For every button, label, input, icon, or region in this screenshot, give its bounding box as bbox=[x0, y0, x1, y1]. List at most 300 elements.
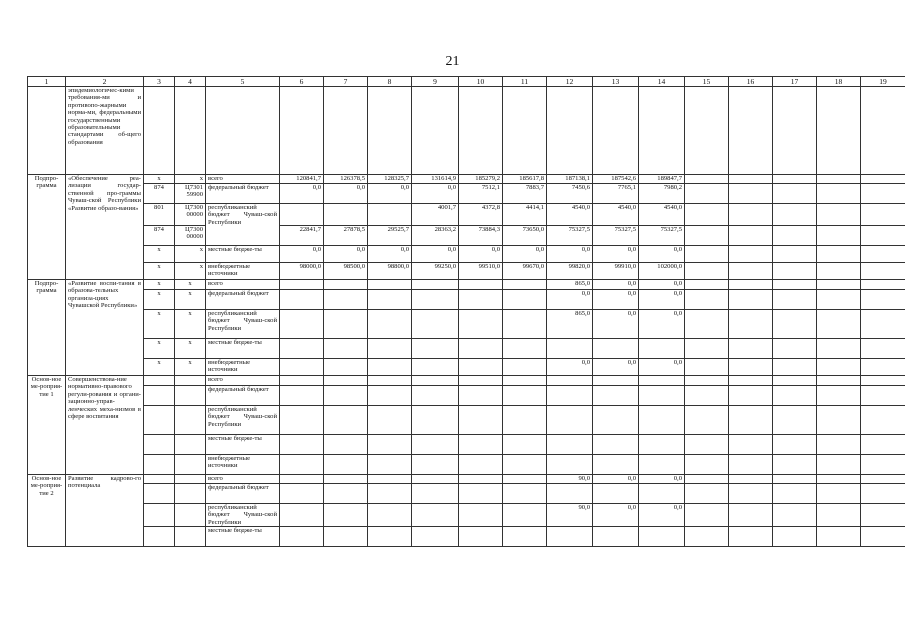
code-cell: х bbox=[175, 175, 206, 184]
table-cell bbox=[685, 455, 729, 475]
table-cell bbox=[368, 484, 412, 504]
value-cell: 4540,0 bbox=[547, 204, 593, 226]
value-cell: 99670,0 bbox=[503, 263, 547, 280]
column-header: 18 bbox=[817, 77, 861, 87]
value-cell: 7765,1 bbox=[593, 184, 639, 204]
code-cell: Ц7300 00000 bbox=[175, 204, 206, 226]
code-cell: 874 bbox=[144, 226, 175, 246]
table-cell bbox=[817, 175, 861, 184]
code-cell: х bbox=[144, 246, 175, 263]
table-cell bbox=[175, 455, 206, 475]
value-cell bbox=[547, 339, 593, 359]
table-cell bbox=[729, 359, 773, 376]
value-cell bbox=[280, 204, 324, 226]
value-cell: 189847,7 bbox=[639, 175, 685, 184]
table-cell bbox=[861, 475, 905, 484]
table-cell bbox=[861, 226, 905, 246]
table-cell bbox=[280, 455, 324, 475]
code-cell: х bbox=[144, 280, 175, 290]
value-cell: 4540,0 bbox=[593, 204, 639, 226]
table-cell bbox=[773, 475, 817, 484]
value-cell bbox=[639, 339, 685, 359]
intro-text: эпидемиологичес-кими требования-ми и противопо-жарными норма-ми, федеральными государственными образовательными стандартами об-щего образования bbox=[66, 87, 144, 175]
program-name: Совершенствова-ние нормативно-правового регули-рования и органи-зационно-управ-ленческих меха-низмов в сфере воспитания bbox=[66, 376, 144, 475]
table-cell bbox=[817, 455, 861, 475]
program-name: «Обеспечение реа-лизации государ-ственной про-граммы Чуваш-ской Республики «Развитие образо-вания» bbox=[66, 175, 144, 280]
table-cell bbox=[773, 263, 817, 280]
value-cell bbox=[593, 484, 639, 504]
column-header: 17 bbox=[773, 77, 817, 87]
value-cell bbox=[639, 527, 685, 547]
table-cell bbox=[729, 386, 773, 406]
table-cell bbox=[459, 290, 503, 310]
table-cell bbox=[685, 280, 729, 290]
table-cell bbox=[773, 339, 817, 359]
block3-row bbox=[28, 455, 905, 475]
column-header: 15 bbox=[685, 77, 729, 87]
table-cell bbox=[773, 376, 817, 386]
table-cell bbox=[817, 204, 861, 226]
column-header: 11 bbox=[503, 77, 547, 87]
funding-source: всего bbox=[206, 175, 280, 184]
table-cell bbox=[861, 184, 905, 204]
table-cell bbox=[729, 184, 773, 204]
table-cell bbox=[861, 339, 905, 359]
value-cell bbox=[547, 484, 593, 504]
table-cell bbox=[685, 386, 729, 406]
table-cell bbox=[503, 359, 547, 376]
table-cell bbox=[861, 386, 905, 406]
block1-row bbox=[28, 246, 905, 263]
block3-row bbox=[28, 435, 905, 455]
table-cell bbox=[685, 359, 729, 376]
table-cell bbox=[773, 527, 817, 547]
table-cell bbox=[729, 484, 773, 504]
table-cell bbox=[861, 310, 905, 339]
block2-row bbox=[28, 310, 905, 339]
block3-row bbox=[28, 376, 905, 386]
value-cell: 0,0 bbox=[324, 184, 368, 204]
table-cell bbox=[280, 310, 324, 339]
table-cell bbox=[280, 406, 324, 435]
funding-source: республиканский бюджет Чуваш-ской Республики bbox=[206, 204, 280, 246]
value-cell bbox=[639, 484, 685, 504]
table-cell bbox=[368, 455, 412, 475]
table-cell bbox=[729, 204, 773, 226]
table-cell bbox=[412, 475, 459, 484]
value-cell: 73650,0 bbox=[503, 226, 547, 246]
block4-row bbox=[28, 484, 905, 504]
table-cell bbox=[861, 527, 905, 547]
table-cell bbox=[817, 246, 861, 263]
column-header: 8 bbox=[368, 77, 412, 87]
block4-row bbox=[28, 527, 905, 547]
table-cell bbox=[729, 527, 773, 547]
table-cell bbox=[773, 484, 817, 504]
code-cell: х bbox=[175, 310, 206, 339]
table-cell bbox=[459, 504, 503, 527]
table-cell bbox=[175, 504, 206, 527]
table-cell bbox=[280, 527, 324, 547]
table-cell bbox=[639, 376, 685, 386]
column-header: 14 bbox=[639, 77, 685, 87]
table-cell bbox=[324, 87, 368, 175]
table-cell bbox=[280, 376, 324, 386]
column-header: 19 bbox=[861, 77, 905, 87]
funding-source: местные бюдже-ты bbox=[206, 435, 280, 455]
table-cell bbox=[817, 310, 861, 339]
table-cell bbox=[773, 386, 817, 406]
table-cell bbox=[503, 376, 547, 386]
table-cell bbox=[175, 87, 206, 175]
code-cell: Ц7301 59900 bbox=[175, 184, 206, 204]
funding-source: внебюджетные источники bbox=[206, 455, 280, 475]
table-cell bbox=[685, 339, 729, 359]
table-cell bbox=[861, 376, 905, 386]
block4-row bbox=[28, 475, 905, 484]
block1-row bbox=[28, 204, 905, 226]
table-cell bbox=[685, 406, 729, 435]
table-cell bbox=[324, 359, 368, 376]
table-cell bbox=[503, 386, 547, 406]
value-cell: 90,0 bbox=[547, 475, 593, 484]
table-cell bbox=[459, 376, 503, 386]
table-cell bbox=[324, 376, 368, 386]
table-cell bbox=[685, 263, 729, 280]
table-cell bbox=[639, 406, 685, 435]
value-cell: 0,0 bbox=[280, 184, 324, 204]
table-cell bbox=[817, 386, 861, 406]
table-cell bbox=[368, 359, 412, 376]
table-cell bbox=[412, 87, 459, 175]
table-cell bbox=[280, 484, 324, 504]
value-cell: 185279,2 bbox=[459, 175, 503, 184]
table-cell bbox=[861, 280, 905, 290]
table-cell bbox=[817, 339, 861, 359]
table-cell bbox=[459, 359, 503, 376]
table-cell bbox=[817, 226, 861, 246]
table-cell bbox=[685, 376, 729, 386]
table-cell bbox=[729, 226, 773, 246]
table-cell bbox=[593, 455, 639, 475]
table-cell bbox=[368, 435, 412, 455]
table-cell bbox=[817, 359, 861, 376]
value-cell: 0,0 bbox=[593, 475, 639, 484]
table-cell bbox=[175, 386, 206, 406]
value-cell: 0,0 bbox=[639, 246, 685, 263]
table-cell bbox=[368, 386, 412, 406]
table-cell bbox=[503, 87, 547, 175]
table-cell bbox=[773, 246, 817, 263]
table-cell bbox=[459, 310, 503, 339]
table-cell bbox=[817, 475, 861, 484]
table-cell bbox=[412, 339, 459, 359]
table-cell bbox=[144, 386, 175, 406]
value-cell: 98000,0 bbox=[280, 263, 324, 280]
value-cell: 29525,7 bbox=[368, 226, 412, 246]
table-cell bbox=[685, 204, 729, 226]
table-cell bbox=[144, 435, 175, 455]
table-cell bbox=[280, 475, 324, 484]
value-cell: 7450,6 bbox=[547, 184, 593, 204]
table-cell bbox=[773, 87, 817, 175]
block1-row bbox=[28, 184, 905, 204]
value-cell: 99510,0 bbox=[459, 263, 503, 280]
value-cell: 0,0 bbox=[280, 246, 324, 263]
value-cell: 0,0 bbox=[593, 310, 639, 339]
table-cell bbox=[280, 280, 324, 290]
table-cell bbox=[412, 504, 459, 527]
table-cell bbox=[175, 376, 206, 386]
value-cell: 90,0 bbox=[547, 504, 593, 527]
value-cell: 7980,2 bbox=[639, 184, 685, 204]
code-cell: х bbox=[175, 339, 206, 359]
table-cell bbox=[503, 504, 547, 527]
value-cell bbox=[593, 339, 639, 359]
table-cell bbox=[817, 504, 861, 527]
value-cell: 0,0 bbox=[459, 246, 503, 263]
code-cell: х bbox=[175, 246, 206, 263]
code-cell: х bbox=[144, 263, 175, 280]
table-cell bbox=[773, 226, 817, 246]
table-cell bbox=[368, 376, 412, 386]
table-cell bbox=[773, 290, 817, 310]
table-cell bbox=[593, 376, 639, 386]
table-cell bbox=[861, 435, 905, 455]
table-cell bbox=[412, 376, 459, 386]
column-header: 7 bbox=[324, 77, 368, 87]
funding-source: федеральный бюджет bbox=[206, 386, 280, 406]
program-name: «Развитие воспи-тания в образова-тельных организа-циях Чувашской Республики» bbox=[66, 280, 144, 376]
row-label: Основ-ное ме-роприя-тие 2 bbox=[28, 475, 66, 547]
table-cell bbox=[861, 484, 905, 504]
block3-row bbox=[28, 406, 905, 435]
column-header: 5 bbox=[206, 77, 280, 87]
column-header: 16 bbox=[729, 77, 773, 87]
table-cell bbox=[175, 475, 206, 484]
value-cell: 98800,0 bbox=[368, 263, 412, 280]
table-cell bbox=[729, 435, 773, 455]
value-cell: 0,0 bbox=[593, 504, 639, 527]
table-cell bbox=[817, 376, 861, 386]
table-cell bbox=[368, 527, 412, 547]
table-cell bbox=[144, 504, 175, 527]
value-cell bbox=[547, 527, 593, 547]
table-cell bbox=[324, 386, 368, 406]
table-cell bbox=[685, 484, 729, 504]
table-cell bbox=[547, 455, 593, 475]
value-cell: 0,0 bbox=[593, 280, 639, 290]
table-cell bbox=[412, 359, 459, 376]
value-cell: 120841,7 bbox=[280, 175, 324, 184]
value-cell: 0,0 bbox=[368, 184, 412, 204]
table-cell bbox=[324, 339, 368, 359]
table-cell bbox=[729, 263, 773, 280]
value-cell: 0,0 bbox=[593, 359, 639, 376]
table-cell bbox=[459, 484, 503, 504]
table-cell bbox=[773, 435, 817, 455]
value-cell: 0,0 bbox=[412, 184, 459, 204]
value-cell: 131614,9 bbox=[412, 175, 459, 184]
table-cell bbox=[206, 87, 280, 175]
block2-row bbox=[28, 280, 905, 290]
value-cell: 0,0 bbox=[368, 246, 412, 263]
table-cell bbox=[459, 406, 503, 435]
funding-source: местные бюдже-ты bbox=[206, 527, 280, 547]
funding-source: местные бюдже-ты bbox=[206, 246, 280, 263]
table-cell bbox=[280, 339, 324, 359]
table-cell bbox=[547, 376, 593, 386]
table-cell bbox=[639, 435, 685, 455]
value-cell bbox=[324, 204, 368, 226]
table-cell bbox=[817, 484, 861, 504]
row-label: Подпро-грамма bbox=[28, 175, 66, 280]
table-cell bbox=[547, 87, 593, 175]
row-label: Подпро-грамма bbox=[28, 280, 66, 376]
table-cell bbox=[547, 406, 593, 435]
table-cell bbox=[685, 310, 729, 339]
value-cell: 0,0 bbox=[593, 246, 639, 263]
table-cell bbox=[503, 290, 547, 310]
table-cell bbox=[368, 504, 412, 527]
table-cell bbox=[412, 290, 459, 310]
table-cell bbox=[729, 280, 773, 290]
table-cell bbox=[503, 484, 547, 504]
block1-row bbox=[28, 263, 905, 280]
value-cell: 126378,5 bbox=[324, 175, 368, 184]
page-number: 21 bbox=[445, 54, 460, 69]
funding-source: всего bbox=[206, 475, 280, 484]
value-cell: 0,0 bbox=[639, 310, 685, 339]
value-cell: 0,0 bbox=[503, 246, 547, 263]
value-cell: 865,0 bbox=[547, 310, 593, 339]
table-cell bbox=[861, 204, 905, 226]
value-cell: 0,0 bbox=[412, 246, 459, 263]
table-cell bbox=[729, 376, 773, 386]
funding-source: федеральный бюджет bbox=[206, 484, 280, 504]
code-cell: 801 bbox=[144, 204, 175, 226]
header-row bbox=[28, 77, 905, 87]
table-cell bbox=[459, 475, 503, 484]
value-cell: 128325,7 bbox=[368, 175, 412, 184]
table-cell bbox=[685, 226, 729, 246]
table-cell bbox=[175, 435, 206, 455]
block2-row bbox=[28, 339, 905, 359]
table-cell bbox=[639, 455, 685, 475]
table-cell bbox=[459, 435, 503, 455]
table-cell bbox=[280, 435, 324, 455]
value-cell: 75327,5 bbox=[547, 226, 593, 246]
column-header: 12 bbox=[547, 77, 593, 87]
code-cell: х bbox=[175, 263, 206, 280]
table-cell bbox=[861, 246, 905, 263]
table-cell bbox=[685, 87, 729, 175]
value-cell bbox=[368, 204, 412, 226]
table-cell bbox=[593, 87, 639, 175]
table-cell bbox=[547, 435, 593, 455]
value-cell: 0,0 bbox=[639, 359, 685, 376]
budget-table bbox=[27, 76, 905, 547]
value-cell: 0,0 bbox=[639, 280, 685, 290]
column-header: 4 bbox=[175, 77, 206, 87]
table-cell bbox=[861, 504, 905, 527]
value-cell: 27878,5 bbox=[324, 226, 368, 246]
code-cell: х bbox=[144, 290, 175, 310]
table-cell bbox=[368, 406, 412, 435]
code-cell: х bbox=[144, 359, 175, 376]
table-cell bbox=[685, 527, 729, 547]
value-cell: 73884,3 bbox=[459, 226, 503, 246]
value-cell: 99250,0 bbox=[412, 263, 459, 280]
table-cell bbox=[729, 310, 773, 339]
table-cell bbox=[412, 527, 459, 547]
table-cell bbox=[773, 175, 817, 184]
table-cell bbox=[459, 87, 503, 175]
table-cell bbox=[685, 290, 729, 310]
table-cell bbox=[729, 87, 773, 175]
table-cell bbox=[685, 504, 729, 527]
value-cell: 0,0 bbox=[593, 290, 639, 310]
table-cell bbox=[144, 376, 175, 386]
table-cell bbox=[639, 386, 685, 406]
value-cell: 865,0 bbox=[547, 280, 593, 290]
table-cell bbox=[593, 406, 639, 435]
table-cell bbox=[593, 386, 639, 406]
block1-row bbox=[28, 175, 905, 184]
funding-source: федеральный бюджет bbox=[206, 184, 280, 204]
value-cell: 0,0 bbox=[639, 504, 685, 527]
table-cell bbox=[593, 435, 639, 455]
funding-source: всего bbox=[206, 280, 280, 290]
table-cell bbox=[773, 406, 817, 435]
table-cell bbox=[324, 455, 368, 475]
table-cell bbox=[144, 527, 175, 547]
funding-source: внебюджетные источники bbox=[206, 263, 280, 280]
table-cell bbox=[412, 435, 459, 455]
table-cell bbox=[773, 204, 817, 226]
table-cell bbox=[324, 484, 368, 504]
value-cell: 22841,7 bbox=[280, 226, 324, 246]
table-cell bbox=[861, 406, 905, 435]
table-cell bbox=[685, 475, 729, 484]
table-cell bbox=[817, 263, 861, 280]
code-cell: 874 bbox=[144, 184, 175, 204]
table-cell bbox=[503, 280, 547, 290]
column-header: 10 bbox=[459, 77, 503, 87]
table-cell bbox=[685, 435, 729, 455]
table-cell bbox=[861, 455, 905, 475]
value-cell: 0,0 bbox=[639, 475, 685, 484]
column-header: 3 bbox=[144, 77, 175, 87]
funding-source: всего bbox=[206, 376, 280, 386]
code-cell: х bbox=[144, 310, 175, 339]
table-cell bbox=[503, 455, 547, 475]
value-cell: 99910,0 bbox=[593, 263, 639, 280]
table-cell bbox=[324, 435, 368, 455]
table-cell bbox=[459, 280, 503, 290]
code-cell: х bbox=[144, 175, 175, 184]
table-cell bbox=[280, 87, 324, 175]
table-cell bbox=[368, 475, 412, 484]
value-cell: 0,0 bbox=[324, 246, 368, 263]
table-cell bbox=[729, 406, 773, 435]
value-cell: 7512,1 bbox=[459, 184, 503, 204]
table-cell bbox=[324, 406, 368, 435]
table-cell bbox=[175, 484, 206, 504]
block2-row bbox=[28, 290, 905, 310]
table-cell bbox=[368, 339, 412, 359]
table-cell bbox=[773, 184, 817, 204]
